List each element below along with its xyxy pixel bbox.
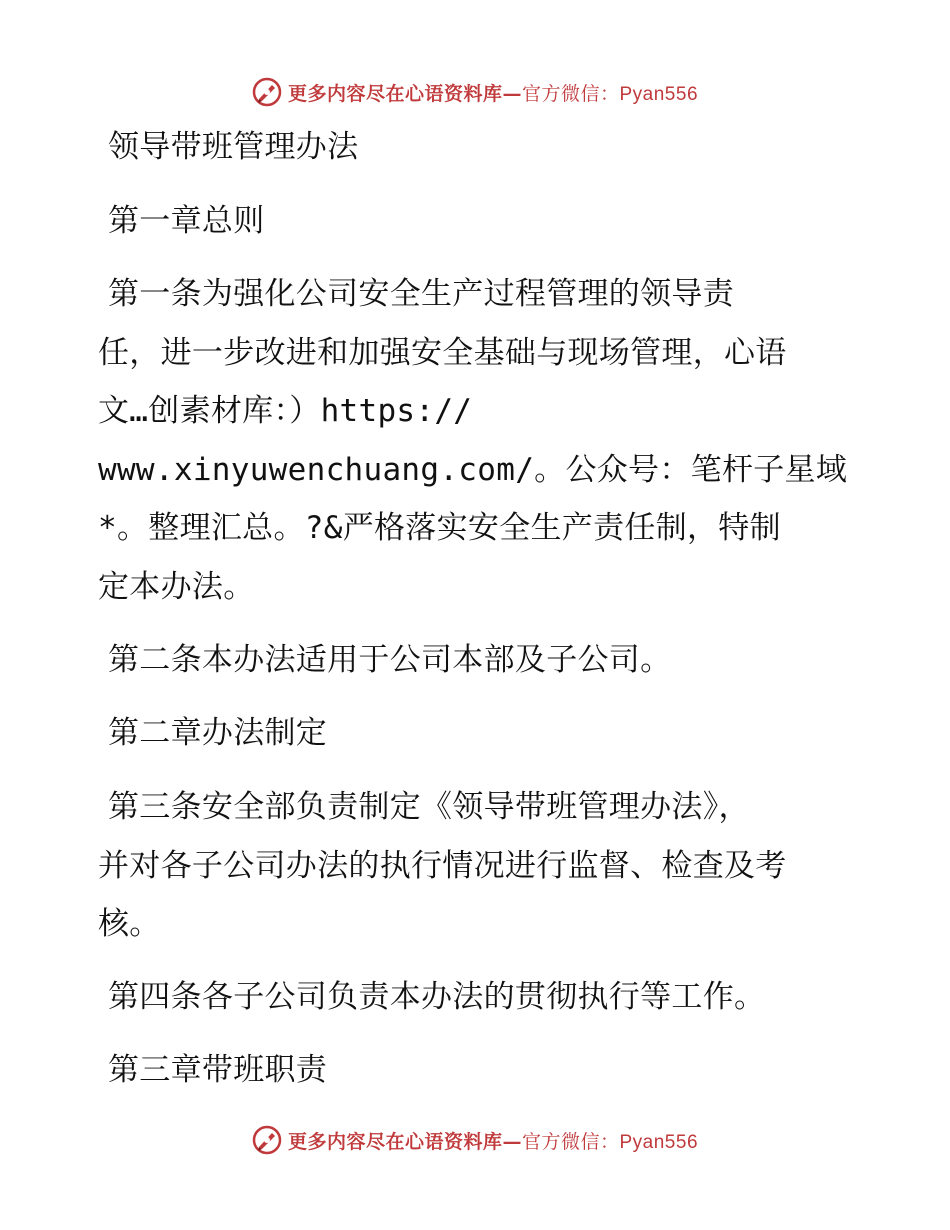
paragraph-line: 核。 (98, 906, 161, 942)
banner-account: Pyan556 (619, 1131, 699, 1153)
chapter-heading: 第二章办法制定 (108, 715, 328, 751)
banner-wechat-label: 官方微信： (521, 1130, 620, 1153)
banner-main-text: 更多内容尽在心语资料库 (287, 1130, 503, 1153)
paragraph-line: 任，进一步改进和加强安全基础与现场管理，心语 (98, 335, 787, 371)
banner-account: Pyan556 (619, 83, 699, 105)
paragraph-line: 第四条各子公司负责本办法的贯彻执行等工作。 (108, 979, 766, 1015)
banner-main-text: 更多内容尽在心语资料库 (287, 82, 503, 105)
chapter-heading: 第三章带班职责 (108, 1052, 328, 1088)
paragraph-line: 定本办法。 (98, 569, 255, 605)
banner-separator: — (502, 1130, 522, 1153)
paragraph-line: 并对各子公司办法的执行情况进行监督、检查及考 (98, 848, 787, 884)
banner-separator: — (502, 82, 522, 105)
pen-circle-logo-icon (252, 1125, 282, 1155)
paragraph-line: 第三条安全部负责制定《领导带班管理办法》， (108, 789, 750, 825)
chapter-heading: 第一章总则 (108, 203, 265, 239)
banner-wechat-label: 官方微信： (521, 82, 620, 105)
document-title: 领导带班管理办法 (108, 129, 359, 165)
paragraph-line: 第二条本办法适用于公司本部及子公司。 (108, 642, 672, 678)
banner-text (288, 1127, 698, 1154)
paragraph-line: www.xinyuwenchuang.com/。公众号：笔杆子星域 (98, 452, 848, 488)
paragraph-line: 文…创素材库：）https:// (98, 393, 473, 429)
footer-banner (0, 1120, 950, 1160)
paragraph-line: 第一条为强化公司安全生产过程管理的领导责 (108, 276, 734, 312)
paragraph-line: *。整理汇总。?&严格落实安全生产责任制，特制 (98, 510, 781, 546)
